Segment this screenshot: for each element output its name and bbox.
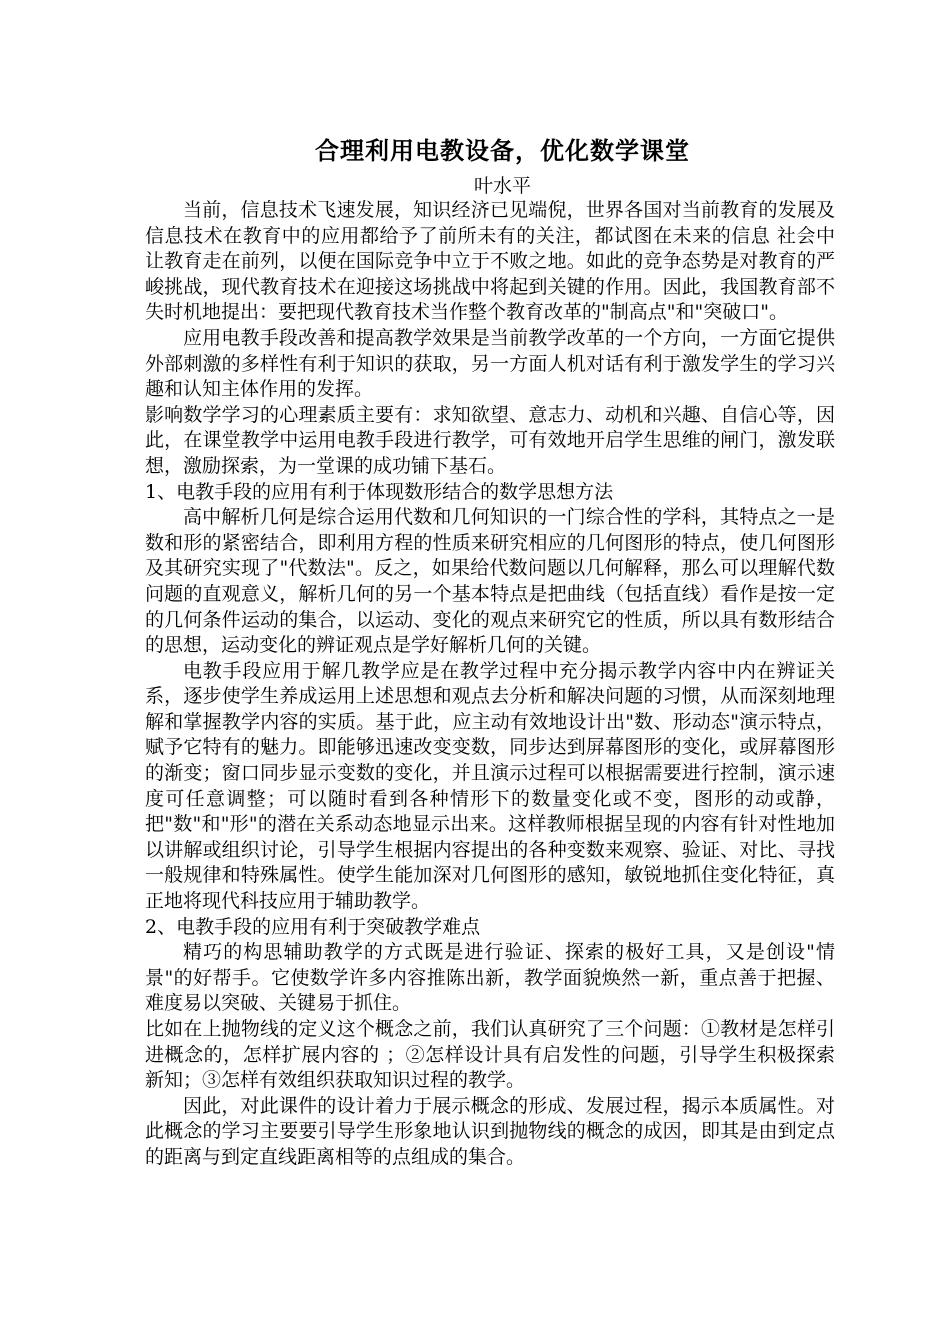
document-title: 合理利用电教设备，优化数学课堂 — [315, 137, 690, 165]
section-heading-1: 1、电教手段的应用有利于体现数形结合的数学思想方法 — [145, 480, 614, 503]
section-heading-2: 2、电教手段的应用有利于突破教学难点 — [145, 915, 481, 938]
document-body — [145, 198, 835, 1171]
paragraph-design: 精巧的构思辅助教学的方式既是进行验证、探索的极好工具，又是创设"情景"的好帮手。它使数学许多内容推陈出新，教学面貌焕然一新，重点善于把握、难度易以突破、关键易于抓住。 — [145, 941, 835, 1015]
paragraph-direction: 应用电教手段改善和提高教学效果是当前教学改革的一个方向，一方面它提供外部刺激的多样性有利于知识的获取，另一方面人机对话有利于激发学生的学习兴趣和认知主体作用的发挥。 — [145, 326, 835, 401]
paragraph-psychology: 影响数学学习的心理素质主要有：求知欲望、意志力、动机和兴趣、自信心等，因此，在课堂教学中运用电教手段进行教学，可有效地开启学生思维的闸门，激发联想，激励探索，为一堂课的成功铺下基石。 — [145, 403, 835, 477]
document-author: 叶水平 — [473, 175, 531, 197]
paragraph-dynamic-demo: 电教手段应用于解几教学应是在教学过程中充分揭示教学内容中内在辨证关系，逐步使学生养成运用上述思想和观点去分析和解决问题的习惯，从而深刻地理解和掌握教学内容的实质。基于此，应主动有效地设计出"数、形动态"演示特点，赋予它特有的魅力。即能够迅速改变变数，同步达到屏幕图形的变化，或屏幕图形的渐变；窗口同步显示变数的变化，并且演示过程可以根据需要进行控制，演示速度可任意调整；可以随时看到各种情形下的数量变化或不变，图形的动或静，把"数"和"形"的潜在关系动态地显示出来。这样教师根据呈现的内容有针对性地加以讲解或组织讨论，引导学生根据内容提出的各种变数来观察、验证、对比、寻找一般规律和特殊属性。使学生能加深对几何图形的感知，敏锐地抓住变化特征，真正地将现代科技应用于辅助教学。 — [145, 659, 835, 913]
paragraph-courseware: 因此，对此课件的设计着力于展示概念的形成、发展过程，揭示本质属性。对此概念的学习主要要引导学生形象地认识到抛物线的概念的成因，即其是由到定点的距离与到定直线距离相等的点组成的集合。 — [145, 1094, 835, 1168]
paragraph-parabola-questions: 比如在上抛物线的定义这个概念之前，我们认真研究了三个问题：①教材是怎样引进概念的，怎样扩展内容的 ；②怎样设计具有启发性的问题，引导学生积极探索新知；③怎样有效组织获取知识过程的教学。 — [145, 1018, 835, 1092]
paragraph-analytic-geometry: 高中解析几何是综合运用代数和几何知识的一门综合性的学科，其特点之一是数和形的紧密结合，即利用方程的性质来研究相应的几何图形的特点，使几何图形及其研究实现了"代数法"。反之，如果给代数问题以几何解释，那么可以理解代数问题的直观意义，解析几何的另一个基本特点是把曲线（包括直线）看作是按一定的几何条件运动的集合，以运动、变化的观点来研究它的性质，所以具有数形结合的思想，运动变化的辨证观点是学好解析几何的关键。 — [145, 506, 835, 657]
paragraph-intro: 当前，信息技术飞速发展，知识经济已见端倪，世界各国对当前教育的发展及信息技术在教育中的应用都给予了前所未有的关注，都试图在未来的信息 社会中让教育走在前列，以便在国际竞争中立于不败之地。如此的竞争态势是对教育的严峻挑战，现代教育技术在迎接这场挑战中将起到关键的作用。因此，我国教育部不失时机地提出：要把现代教育技术当作整个教育改革的"制高点"和"突破口"。 — [145, 199, 835, 324]
